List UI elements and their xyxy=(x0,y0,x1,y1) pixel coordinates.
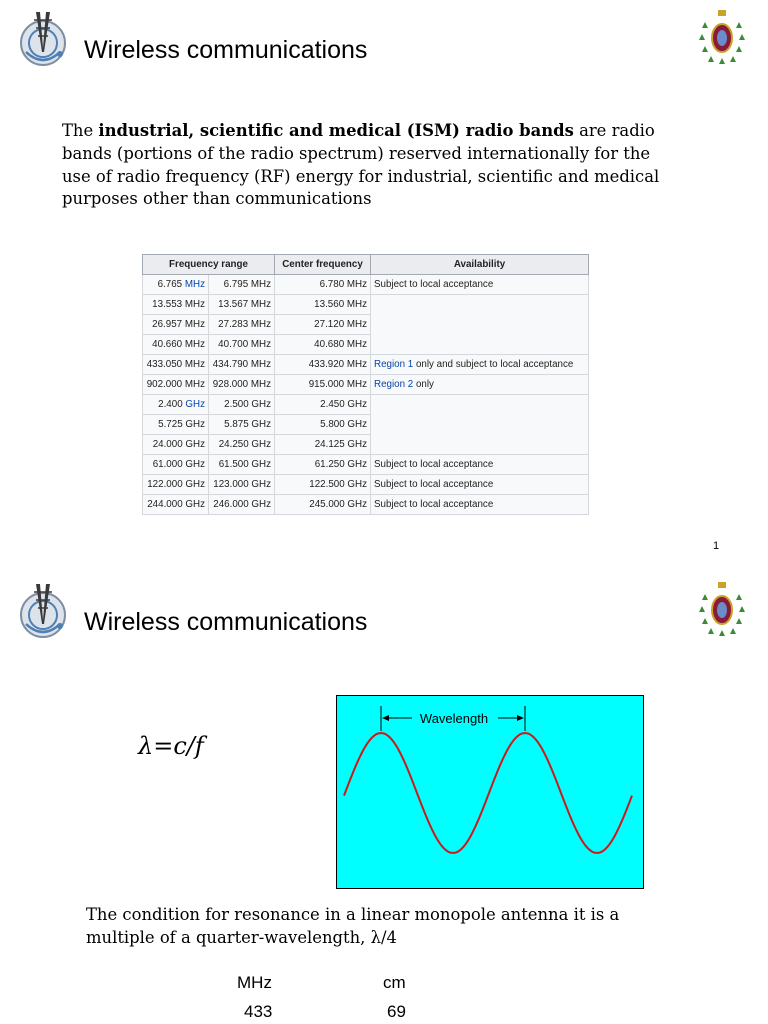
range-from-unit[interactable]: MHz xyxy=(184,279,205,290)
cell-availability xyxy=(371,375,589,395)
cell-center-frequency: 13.560 MHz xyxy=(275,295,371,315)
cell-availability xyxy=(371,415,589,435)
range-from-value: 244.000 xyxy=(147,499,183,510)
cell-center-frequency: 27.120 MHz xyxy=(275,315,371,335)
ism-bands-table xyxy=(142,254,589,515)
range-from-unit: GHz xyxy=(185,499,205,510)
cell-center-frequency: 915.000 MHz xyxy=(275,375,371,395)
header-center-frequency: Center frequency xyxy=(275,255,371,275)
availability-text: Subject to local acceptance xyxy=(374,459,494,470)
cell-center-frequency: 245.000 GHz xyxy=(275,495,371,515)
intro-suffix: are radio bands (portions of the radio spectrum) reserved internationally for the use of radio frequency (RF) energy for industrial, scientific and medical purposes other than communications xyxy=(62,121,660,209)
cell-range-to: 61.500 GHz xyxy=(209,455,275,475)
table-row xyxy=(143,495,589,515)
availability-text: only xyxy=(413,379,434,390)
table-row xyxy=(143,335,589,355)
ism-intro-paragraph xyxy=(62,120,662,211)
range-from-unit: MHz xyxy=(184,319,205,330)
unit-header-mhz: MHz xyxy=(237,973,272,992)
cell-range-from xyxy=(143,455,209,475)
table-row xyxy=(143,295,589,315)
unit-header-cm: cm xyxy=(383,973,406,992)
wavelength-diagram xyxy=(336,695,644,889)
cell-range-from xyxy=(143,295,209,315)
cell-center-frequency: 5.800 GHz xyxy=(275,415,371,435)
intro-bold-term: industrial, scientific and medical (ISM) radio bands xyxy=(98,121,574,140)
cell-range-to: 27.283 MHz xyxy=(209,315,275,335)
range-from-unit: GHz xyxy=(185,479,205,490)
range-from-value: 61.000 xyxy=(152,459,183,470)
range-from-value: 902.000 xyxy=(146,379,183,390)
slide-2 xyxy=(0,572,768,1024)
cell-availability xyxy=(371,455,589,475)
cell-range-from xyxy=(143,355,209,375)
cell-availability xyxy=(371,275,589,295)
cell-range-to: 24.250 GHz xyxy=(209,435,275,455)
cell-availability xyxy=(371,315,589,335)
range-from-value: 433.050 xyxy=(146,359,183,370)
range-from-value: 26.957 xyxy=(152,319,183,330)
range-from-value: 13.553 xyxy=(152,299,183,310)
cell-range-to: 434.790 MHz xyxy=(209,355,275,375)
antenna-logo-icon xyxy=(16,580,74,640)
cell-availability xyxy=(371,295,589,315)
cell-center-frequency: 24.125 GHz xyxy=(275,435,371,455)
unit-value-mhz: 433 xyxy=(244,1002,273,1021)
unit-value-cm: 69 xyxy=(387,1002,406,1021)
slide-number: 1 xyxy=(713,540,720,552)
range-from-value: 5.725 xyxy=(158,419,183,430)
table-row xyxy=(143,315,589,335)
range-from-value: 6.765 xyxy=(157,279,183,290)
range-from-value: 24.000 xyxy=(152,439,183,450)
cell-range-from xyxy=(143,415,209,435)
range-from-unit[interactable]: GHz xyxy=(185,399,205,410)
cell-range-to: 6.795 MHz xyxy=(209,275,275,295)
cell-availability xyxy=(371,495,589,515)
antenna-logo-icon xyxy=(16,8,74,68)
range-from-value: 40.660 xyxy=(152,339,183,350)
cell-center-frequency: 40.680 MHz xyxy=(275,335,371,355)
region-link[interactable]: Region 2 xyxy=(374,379,414,390)
cell-range-to: 2.500 GHz xyxy=(209,395,275,415)
resonance-paragraph: The condition for resonance in a linear monopole antenna it is a multiple of a quarter-wavelength, λ/4 xyxy=(86,905,620,947)
range-from-value: 122.000 xyxy=(147,479,183,490)
cell-range-to: 13.567 MHz xyxy=(209,295,275,315)
range-from-unit: MHz xyxy=(184,379,205,390)
table-row xyxy=(143,395,589,415)
cell-availability xyxy=(371,435,589,455)
cell-center-frequency: 433.920 MHz xyxy=(275,355,371,375)
slide-title: Wireless communications xyxy=(84,608,368,636)
cell-availability xyxy=(371,475,589,495)
table-header-row xyxy=(143,255,589,275)
cell-center-frequency: 122.500 GHz xyxy=(275,475,371,495)
header-availability: Availability xyxy=(371,255,589,275)
range-from-unit: GHz xyxy=(185,459,205,470)
range-from-unit: MHz xyxy=(184,299,205,310)
wavelength-formula: λ=c/f xyxy=(138,732,204,760)
table-row xyxy=(143,355,589,375)
cell-range-to: 928.000 MHz xyxy=(209,375,275,395)
cell-range-to: 40.700 MHz xyxy=(209,335,275,355)
table-body xyxy=(143,275,589,515)
cell-range-from xyxy=(143,375,209,395)
cell-range-to: 246.000 GHz xyxy=(209,495,275,515)
range-from-unit: MHz xyxy=(184,339,205,350)
slide-title: Wireless communications xyxy=(84,36,368,64)
range-from-unit: GHz xyxy=(185,439,205,450)
table-row xyxy=(143,435,589,455)
availability-text: only and subject to local acceptance xyxy=(413,359,574,370)
range-from-unit: MHz xyxy=(184,359,205,370)
university-crest-icon xyxy=(696,580,748,640)
range-from-unit: GHz xyxy=(185,419,205,430)
cell-range-to: 123.000 GHz xyxy=(209,475,275,495)
cell-range-from xyxy=(143,275,209,295)
cell-range-from xyxy=(143,395,209,415)
cell-range-to: 5.875 GHz xyxy=(209,415,275,435)
cell-range-from xyxy=(143,495,209,515)
table-row xyxy=(143,415,589,435)
table-row xyxy=(143,455,589,475)
availability-text: Subject to local acceptance xyxy=(374,499,494,510)
availability-text: Subject to local acceptance xyxy=(374,479,494,490)
cell-availability xyxy=(371,395,589,415)
cell-range-from xyxy=(143,475,209,495)
intro-prefix: The xyxy=(62,121,99,140)
cell-availability xyxy=(371,355,589,375)
wavelength-label: Wavelength xyxy=(419,711,489,726)
header-frequency-range: Frequency range xyxy=(143,255,275,275)
availability-text: Subject to local acceptance xyxy=(374,279,494,290)
cell-center-frequency: 6.780 MHz xyxy=(275,275,371,295)
range-from-value: 2.400 xyxy=(158,399,183,410)
cell-range-from xyxy=(143,315,209,335)
cell-center-frequency: 61.250 GHz xyxy=(275,455,371,475)
cell-range-from xyxy=(143,335,209,355)
cell-availability xyxy=(371,335,589,355)
table-row xyxy=(143,475,589,495)
table-row xyxy=(143,375,589,395)
cell-center-frequency: 2.450 GHz xyxy=(275,395,371,415)
university-crest-icon xyxy=(696,8,748,68)
cell-range-from xyxy=(143,435,209,455)
table-row xyxy=(143,275,589,295)
region-link[interactable]: Region 1 xyxy=(374,359,414,370)
